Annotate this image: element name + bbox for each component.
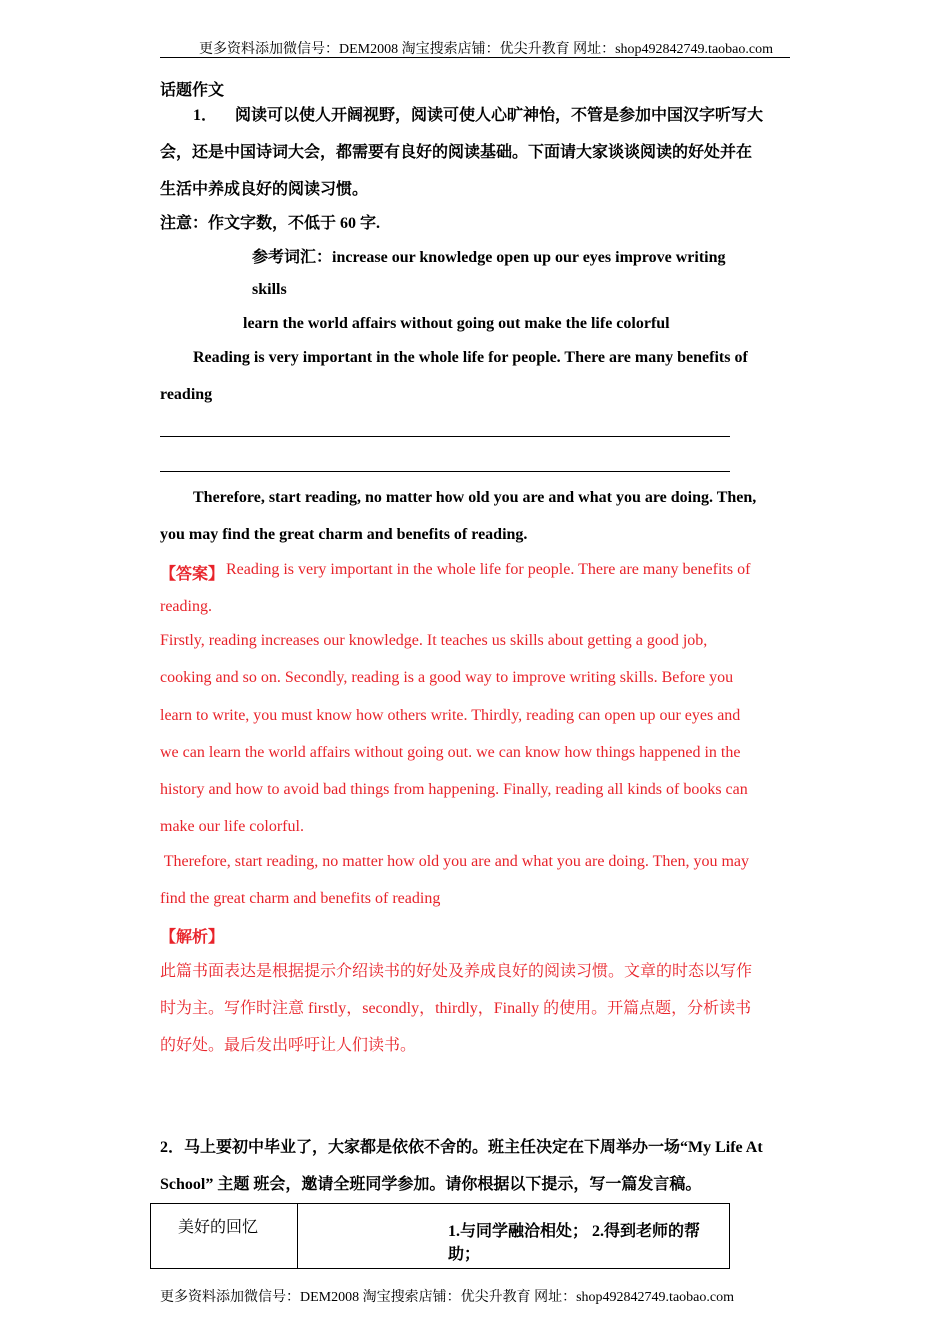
answer-label: 【答案】: [160, 566, 225, 583]
answer-line: make our life colorful.: [160, 818, 304, 835]
section-title: 话题作文: [160, 82, 225, 99]
page-footer: 更多资料添加微信号：DEM2008 淘宝搜索店铺：优尖升教育 网址：shop492842749.taobao.com: [160, 1290, 734, 1305]
answer-line: we can learn the world affairs without going out. we can know how things happened in the: [160, 744, 741, 761]
answer-line: reading.: [160, 598, 212, 615]
page-header: 更多资料添加微信号：DEM2008 淘宝搜索店铺：优尖升教育 网址：shop492842749.taobao.com: [199, 42, 773, 57]
q1-prompt-line-3: 生活中养成良好的阅读习惯。: [160, 181, 369, 198]
hint-label: 美好的回忆: [178, 1219, 259, 1236]
analysis-line: 此篇书面表达是根据提示介绍读书的好处及养成良好的阅读习惯。文章的时态以写作: [160, 963, 753, 980]
q1-note: 注意：作文字数，不低于 60 字.: [160, 215, 381, 232]
q2-prompt-line-2: School” 主题 班会，邀请全班同学参加。请你根据以下提示，写一篇发言稿。: [160, 1176, 702, 1193]
q1-closing-line-2: you may find the great charm and benefits of reading.: [160, 526, 528, 543]
answer-line: learn to write, you must know how others write. Thirdly, reading can open up our eyes and: [160, 707, 741, 724]
q1-number: 1．: [193, 107, 218, 124]
analysis-line: 的好处。最后发出呼吁让人们读书。: [160, 1037, 417, 1054]
q1-opening-line-2: reading: [160, 386, 213, 403]
header-rule: [160, 57, 790, 58]
analysis-line: 时为主。写作时注意 firstly，secondly，thirdly，Finally 的使用。开篇点题，分析读书: [160, 1000, 752, 1017]
answer-line: history and how to avoid bad things from happening. Finally, reading all kinds of books can: [160, 781, 748, 798]
q1-vocab-line-1: 参考词汇：increase our knowledge open up our eyes improve writing: [252, 249, 726, 266]
answer-line: find the great charm and benefits of reading: [160, 890, 441, 907]
answer-line: cooking and so on. Secondly, reading is a good way to improve writing skills. Before you: [160, 669, 734, 686]
q2-prompt-line-1: 2．马上要初中毕业了，大家都是依依不舍的。班主任决定在下周举办一场“My Life At: [160, 1139, 763, 1156]
q1-closing-line-1: Therefore, start reading, no matter how old you are and what you are doing. Then,: [193, 489, 757, 506]
hint-table-content-cell: [298, 1204, 730, 1269]
q1-vocab-line-2: skills: [252, 281, 287, 298]
hint-table-label-cell: [151, 1204, 298, 1269]
answer-line: Therefore, start reading, no matter how old you are and what you are doing. Then, you may: [160, 853, 750, 870]
q1-prompt-line-2: 会，还是中国诗词大会，都需要有良好的阅读基础。下面请大家谈谈阅读的好处并在: [160, 144, 753, 161]
hint-content: 1.与同学融洽相处； 2.得到老师的帮助；: [448, 1223, 701, 1263]
q1-opening-line-1: Reading is very important in the whole life for people. There are many benefits of: [193, 349, 748, 366]
q1-vocab-line-3: learn the world affairs without going out make the life colorful: [243, 315, 670, 332]
blank-writing-line-1: [160, 436, 730, 437]
answer-line: Reading is very important in the whole life for people. There are many benefits of: [226, 561, 751, 578]
answer-line: Firstly, reading increases our knowledge. It teaches us skills about getting a good job,: [160, 632, 708, 649]
q2-hint-table: [150, 1203, 730, 1269]
analysis-label: 【解析】: [160, 929, 225, 946]
q1-prompt-line-1: 阅读可以使人开阔视野，阅读可使人心旷神怡，不管是参加中国汉字听写大: [235, 107, 764, 124]
blank-writing-line-2: [160, 471, 730, 472]
